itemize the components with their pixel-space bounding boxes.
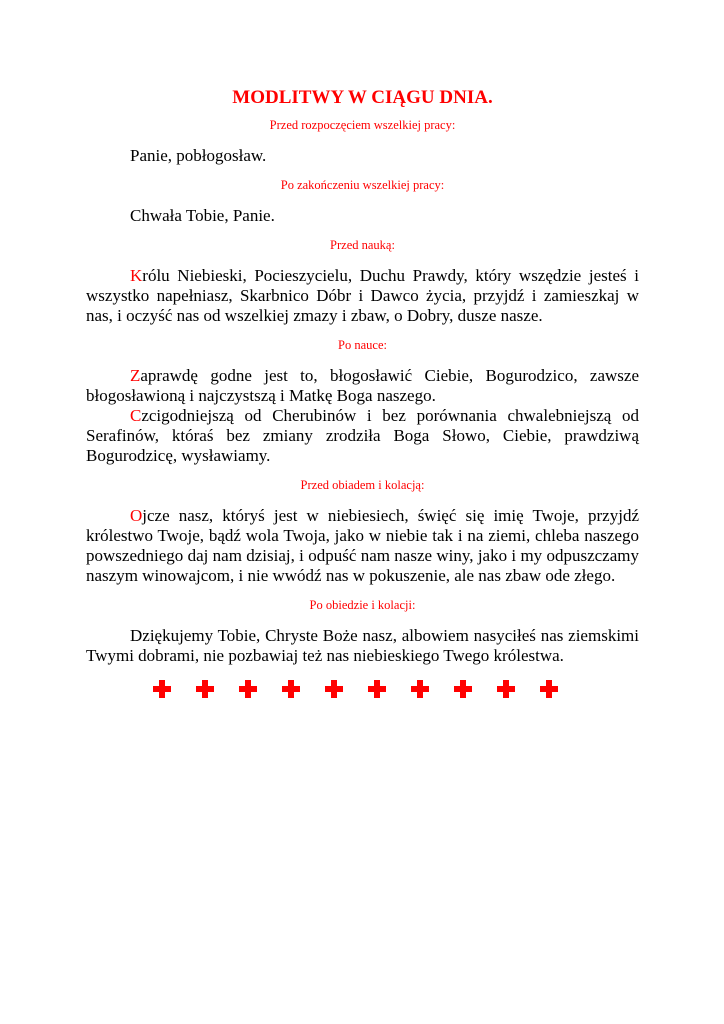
prayer-initial: O xyxy=(130,506,143,525)
document-title: MODLITWY W CIĄGU DNIA. xyxy=(232,87,493,108)
prayer-text: rólu Niebieski, Pocieszycielu, Duchu Prawdy, który wszędzie jesteś i wszystko napełniasz, Skarbnico Dóbr i Dawco życia, przyjdź i zamieszkaj w nas, i oczyść nas od wszelkiej zmazy i zbaw, o Dobry, dusze nasze. xyxy=(86,266,639,325)
red-cross-icon xyxy=(368,680,386,698)
red-cross-icon xyxy=(196,680,214,698)
prayer-paragraph xyxy=(86,266,639,326)
prayer-paragraph xyxy=(86,406,639,466)
cross-decoration-row xyxy=(153,680,573,700)
red-cross-icon xyxy=(497,680,515,698)
prayer-initial: C xyxy=(130,406,142,425)
red-cross-icon xyxy=(282,680,300,698)
section-heading: Przed rozpoczęciem wszelkiej pracy: xyxy=(269,118,456,132)
section-heading: Po nauce: xyxy=(338,338,387,352)
red-cross-icon xyxy=(540,680,558,698)
prayer-text: Dziękujemy Tobie, Chryste Boże nasz, albowiem nasyciłeś nas ziemskimi Twymi dobrami, nie pozbawiaj też nas niebieskiego Twego królestwa. xyxy=(86,626,639,665)
prayer-paragraph xyxy=(86,206,639,226)
section-heading: Po obiedzie i kolacji: xyxy=(309,598,416,612)
prayer-paragraph xyxy=(86,506,639,586)
section-heading: Po zakończeniu wszelkiej pracy: xyxy=(280,178,445,192)
red-cross-icon xyxy=(153,680,171,698)
red-cross-icon xyxy=(239,680,257,698)
prayer-paragraph xyxy=(86,626,639,666)
prayer-initial: K xyxy=(130,266,143,285)
red-cross-icon xyxy=(325,680,343,698)
prayer-text: Panie, pobłogosław. xyxy=(130,146,267,165)
document-page xyxy=(86,86,639,666)
prayer-text: jcze nasz, któryś jest w niebiesiech, święć się imię Twoje, przyjdź królestwo Twoje, bądź wola Twoja, jako w niebie tak i na ziemi, chleba naszego powszedniego daj nam dzisiaj, i odpuść nam nasze winy, jako i my odpuszczamy naszym winowajcom, i nie wwódź nas w pokuszenie, ale nas zbaw ode złego. xyxy=(86,506,639,585)
section-heading: Przed obiadem i kolacją: xyxy=(300,478,425,492)
prayer-text: zcigodniejszą od Cherubinów i bez porównania chwalebniejszą od Serafinów, któraś bez zmiany zrodziła Boga Słowo, Ciebie, prawdziwą Bogurodzicę, wysławiamy. xyxy=(86,406,639,465)
red-cross-icon xyxy=(411,680,429,698)
prayer-initial: Z xyxy=(130,366,141,385)
section-heading: Przed nauką: xyxy=(330,238,395,252)
prayer-paragraph xyxy=(86,366,639,406)
red-cross-icon xyxy=(454,680,472,698)
prayer-text: aprawdę godne jest to, błogosławić Ciebie, Bogurodzico, zawsze błogosławioną i najczystszą i Matkę Boga naszego. xyxy=(86,366,639,405)
prayer-paragraph xyxy=(86,146,639,166)
prayer-text: Chwała Tobie, Panie. xyxy=(130,206,275,225)
